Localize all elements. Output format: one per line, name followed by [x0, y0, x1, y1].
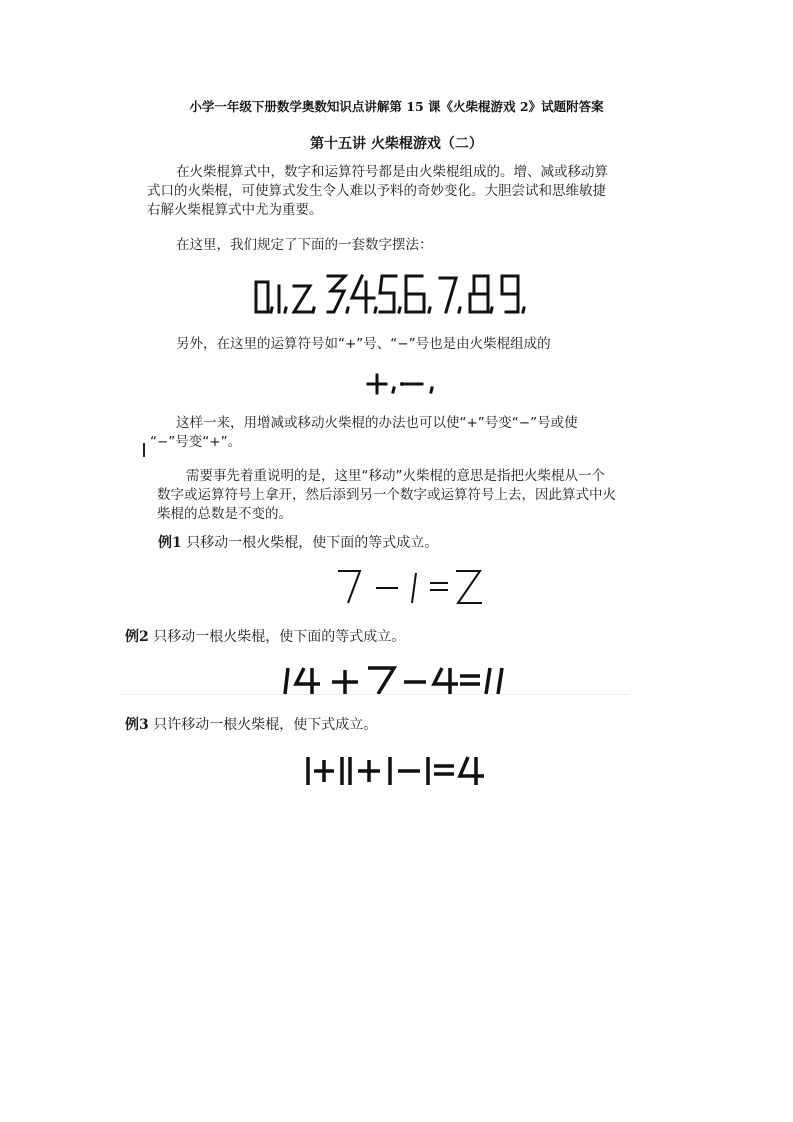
text-cursor [143, 443, 145, 457]
transform-line-2: “−”号变“+”。 [150, 434, 242, 450]
example-3-label: 例3 [125, 717, 149, 733]
intro-line-3: 右解火柴棍算式中尤为重要。 [147, 202, 323, 218]
divider-line [120, 694, 630, 695]
lesson-subtitle: 第十五讲 火柴棍游戏（二） [310, 136, 483, 152]
document-title: 小学一年级下册数学奥数知识点讲解第 15 课《火柴棍游戏 2》试题附答案 [189, 99, 604, 114]
note-line-2: 数字或运算符号上拿开，然后添到另一个数字或运算符号上去，因此算式中火 [157, 487, 616, 503]
example-1-prompt [158, 533, 438, 553]
intro-line-1: 在火柴棍算式中，数字和运算符号都是由火柴棍组成的。增、减或移动算 [176, 164, 608, 180]
transform-line-1: 这样一来，用增减或移动火柴棍的办法也可以使“+”号变“−”号或使 [176, 415, 578, 431]
example-3-equation [300, 754, 490, 790]
note-line-1: 需要事先着重说明的是，这里“移动”火柴棍的意思是指把火柴棍从一个 [186, 468, 605, 484]
example-2-label: 例2 [125, 629, 149, 645]
example-2-prompt [125, 627, 405, 647]
example-2-text: 只移动一根火柴棍，使下面的等式成立。 [153, 629, 406, 645]
example-3-text: 只许移动一根火柴棍，使下式成立。 [153, 717, 378, 733]
example-1-label: 例1 [158, 535, 182, 551]
example-1-text: 只移动一根火柴棍，使下面的等式成立。 [186, 535, 439, 551]
intro-line-2: 式口的火柴棍，可使算式发生令人难以予料的奇妙变化。大胆尝试和思维敏捷 [147, 183, 606, 199]
digits-intro: 在这里，我们规定了下面的一套数字摆法： [176, 237, 433, 253]
matchstick-digits-figure [248, 272, 568, 318]
example-2-equation [280, 664, 510, 698]
note-line-3: 柴棍的总数是不变的。 [157, 506, 292, 522]
matchstick-operators-figure [364, 372, 444, 398]
example-3-prompt [125, 715, 377, 735]
example-1-equation [336, 568, 486, 608]
operators-intro: 另外，在这里的运算符号如“+”号、“−”号也是由火柴棍组成的 [176, 336, 551, 352]
